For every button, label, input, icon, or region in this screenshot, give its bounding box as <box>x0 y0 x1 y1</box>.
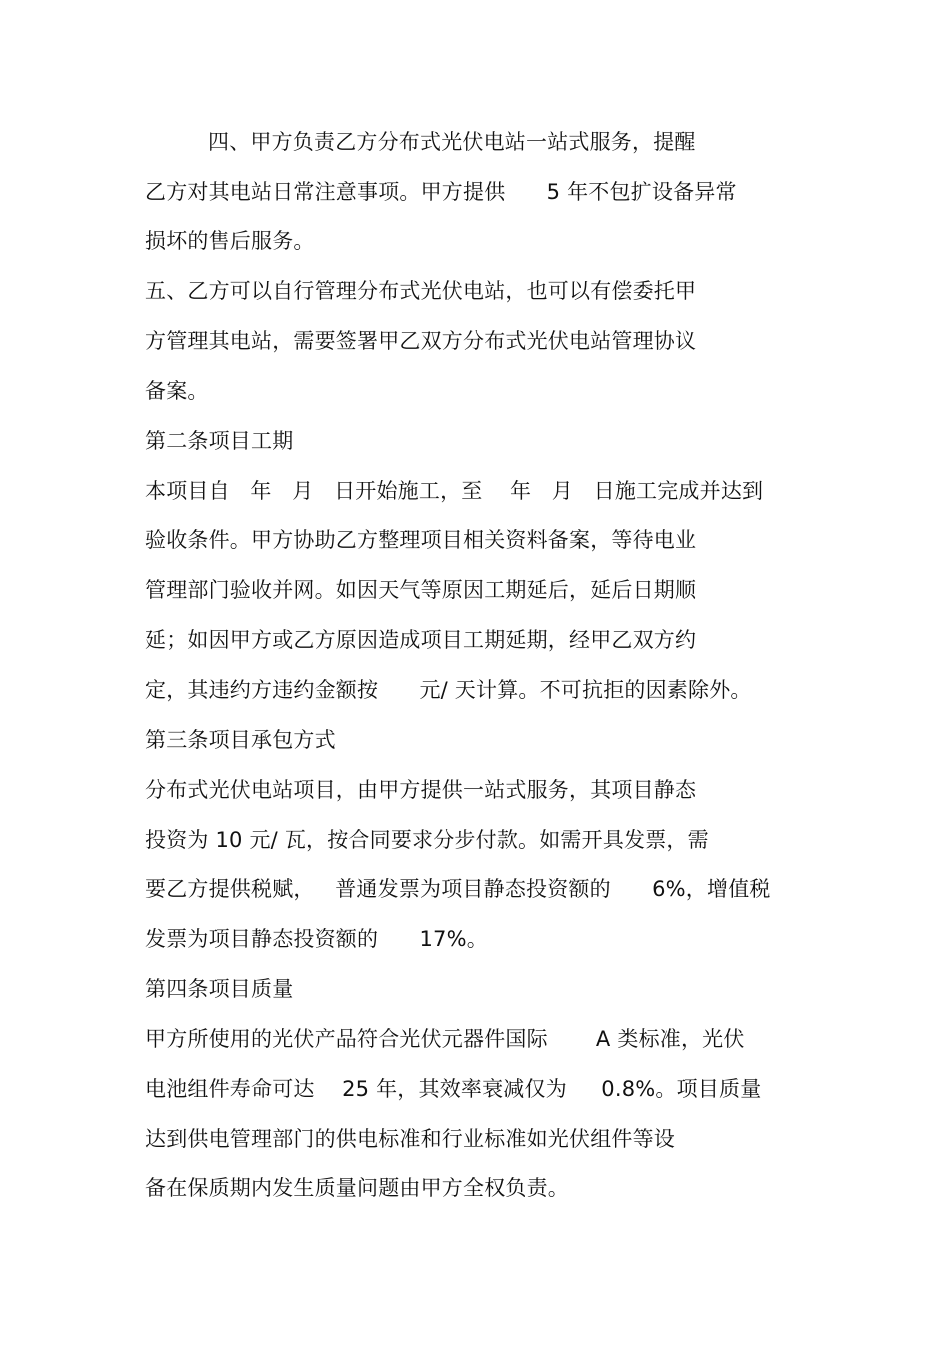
article-2-line-1: 本项目自 年 月 日开始施工，至 年 月 日施工完成并达到 <box>145 479 764 503</box>
paragraph-five-line-2: 方管理其电站，需要签署甲乙双方分布式光伏电站管理协议 <box>145 329 697 353</box>
paragraph-four-line-3: 损坏的售后服务。 <box>145 229 315 253</box>
paragraph-five-line-1: 五、乙方可以自行管理分布式光伏电站，也可以有偿委托甲 <box>145 279 697 303</box>
article-3-line-2: 投资为 10 元/ 瓦，按合同要求分步付款。如需开具发票，需 <box>145 828 709 852</box>
section-heading-article-4: 第四条项目质量 <box>145 977 294 1001</box>
article-2-line-5: 定，其违约方违约金额按 元/ 天计算。不可抗拒的因素除外。 <box>145 678 752 702</box>
paragraph-five-line-3: 备案。 <box>145 379 209 403</box>
section-heading-article-3: 第三条项目承包方式 <box>145 728 336 752</box>
article-3-line-1: 分布式光伏电站项目，由甲方提供一站式服务，其项目静态 <box>145 778 697 802</box>
paragraph-four-line-1: 四、甲方负责乙方分布式光伏电站一站式服务，提醒 <box>208 130 696 154</box>
article-3-line-3: 要乙方提供税赋， 普通发票为项目静态投资额的 6%，增值税 <box>145 877 771 901</box>
paragraph-four-line-2: 乙方对其电站日常注意事项。甲方提供 5 年不包扩设备异常 <box>145 180 737 204</box>
article-2-line-4: 延；如因甲方或乙方原因造成项目工期延期，经甲乙双方约 <box>145 628 697 652</box>
article-3-line-4: 发票为项目静态投资额的 17%。 <box>145 927 488 951</box>
section-heading-article-2: 第二条项目工期 <box>145 429 294 453</box>
article-2-line-3: 管理部门验收并网。如因天气等原因工期延后，延后日期顺 <box>145 578 697 602</box>
article-2-line-2: 验收条件。甲方协助乙方整理项目相关资料备案，等待电业 <box>145 528 697 552</box>
article-4-line-1: 甲方所使用的光伏产品符合光伏元器件国际 A 类标准，光伏 <box>145 1027 745 1051</box>
article-4-line-4: 备在保质期内发生质量问题由甲方全权负责。 <box>145 1176 569 1200</box>
article-4-line-3: 达到供电管理部门的供电标准和行业标准如光伏组件等设 <box>145 1127 675 1151</box>
article-4-line-2: 电池组件寿命可达 25 年，其效率衰减仅为 0.8%。项目质量 <box>145 1077 762 1101</box>
